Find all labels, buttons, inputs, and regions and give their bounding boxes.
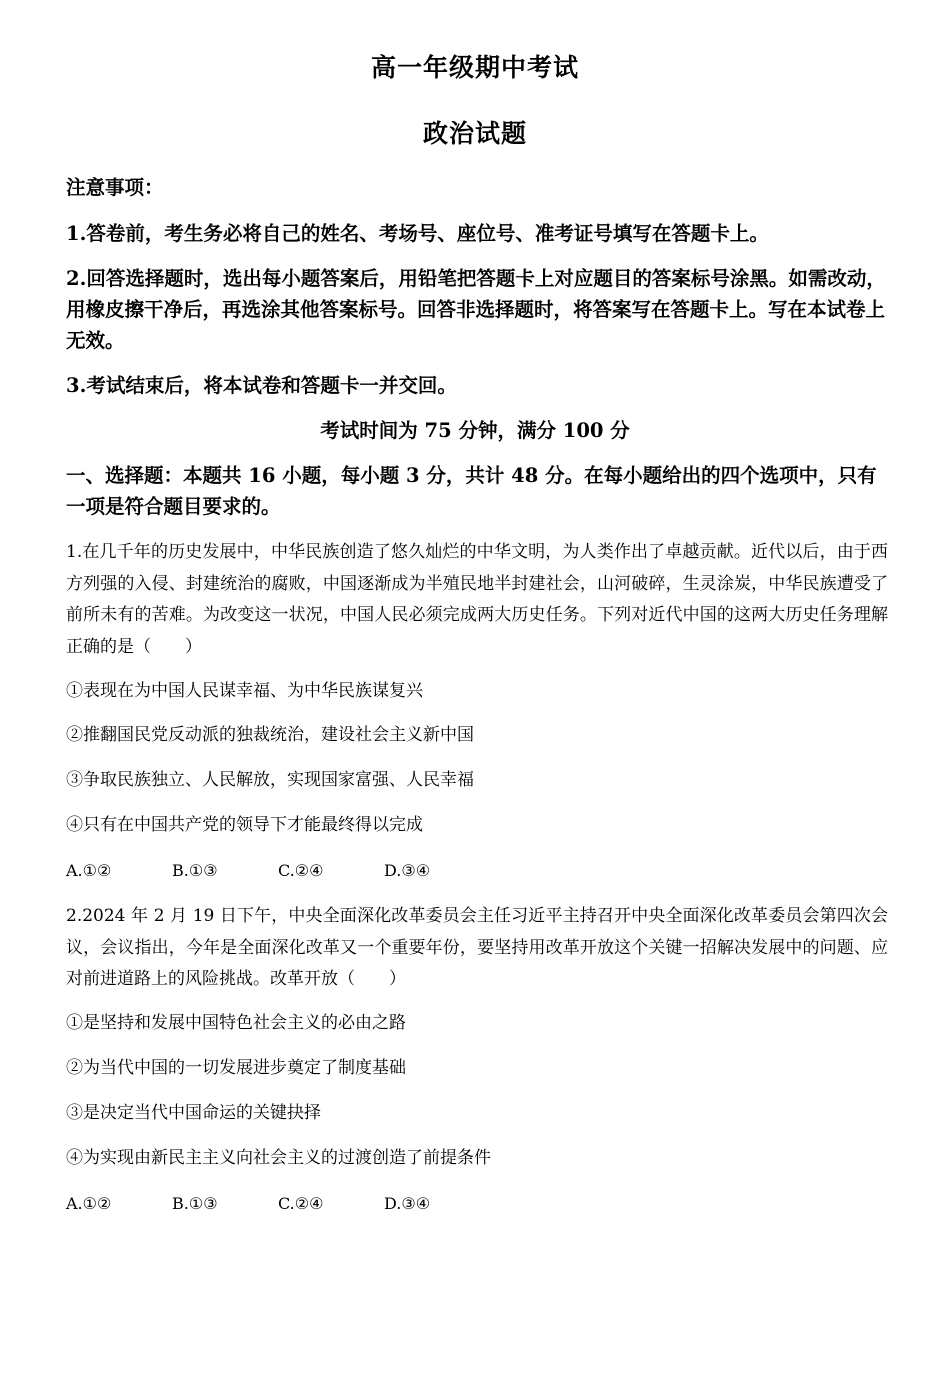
question-1-option-c[interactable]: C.②④ bbox=[278, 861, 324, 880]
question-2-options bbox=[66, 1194, 490, 1213]
question-2-statement-4: ④为实现由新民主主义向社会主义的过渡创造了前提条件 bbox=[66, 1148, 491, 1168]
question-2-stem: 2.2024 年 2 月 19 日下午，中央全面深化改革委员会主任习近平主持召开中央全面深化改革委员会第四次会议，会议指出，今年是全面深化改革又一个重要年份，要坚持用改革开放这个关键一招解决发展中的问题、应对前进道路上的风险挑战。改革开放（ ） bbox=[66, 906, 888, 989]
question-1-stem: 1.在几千年的历史发展中，中华民族创造了悠久灿烂的中华文明，为人类作出了卓越贡献。近代以后，由于西方列强的入侵、封建统治的腐败，中国逐渐成为半殖民地半封建社会，山河破碎，生灵涂炭，中华民族遭受了前所未有的苦难。为改变这一状况，中国人民必须完成两大历史任务。下列对近代中国的这两大历史任务理解正确的是（ ） bbox=[66, 542, 888, 657]
question-1-statement-4: ④只有在中国共产党的领导下才能最终得以完成 bbox=[66, 815, 423, 835]
question-2-statement-2: ②为当代中国的一切发展进步奠定了制度基础 bbox=[66, 1058, 406, 1078]
question-1-option-b[interactable]: B.①③ bbox=[172, 861, 218, 880]
exam-title: 高一年级期中考试 bbox=[370, 53, 579, 82]
question-1-options bbox=[66, 861, 490, 880]
question-2-statement-1: ①是坚持和发展中国特色社会主义的必由之路 bbox=[66, 1013, 406, 1033]
note-item-3: 3.考试结束后，将本试卷和答题卡一并交回。 bbox=[66, 374, 457, 397]
question-2-option-c[interactable]: C.②④ bbox=[278, 1194, 324, 1213]
question-2-option-d[interactable]: D.③④ bbox=[384, 1194, 431, 1213]
section-heading: 一、选择题：本题共 16 小题，每小题 3 分，共计 48 分。在每小题给出的四个选项中，只有一项是符合题目要求的。 bbox=[66, 464, 877, 518]
question-2-statement-3: ③是决定当代中国命运的关键抉择 bbox=[66, 1103, 321, 1123]
exam-time: 考试时间为 75 分钟，满分 100 分 bbox=[320, 419, 630, 442]
note-item-1: 1.答卷前，考生务必将自己的姓名、考场号、座位号、准考证号填写在答题卡上。 bbox=[66, 222, 769, 245]
question-2-option-a[interactable]: A.①② bbox=[66, 1194, 112, 1213]
question-1-statement-3: ③争取民族独立、人民解放，实现国家富强、人民幸福 bbox=[66, 770, 474, 790]
question-1-statement-2: ②推翻国民党反动派的独裁统治，建设社会主义新中国 bbox=[66, 725, 474, 745]
note-item-2: 2.回答选择题时，选出每小题答案后，用铅笔把答题卡上对应题目的答案标号涂黑。如需改动，用橡皮擦干净后，再选涂其他答案标号。回答非选择题时，将答案写在答题卡上。写在本试卷上无效。 bbox=[66, 267, 886, 352]
question-1-option-d[interactable]: D.③④ bbox=[384, 861, 431, 880]
exam-subtitle: 政治试题 bbox=[422, 119, 527, 148]
question-1-statement-1: ①表现在为中国人民谋幸福、为中华民族谋复兴 bbox=[66, 681, 423, 701]
question-1-option-a[interactable]: A.①② bbox=[66, 861, 112, 880]
question-2-option-b[interactable]: B.①③ bbox=[172, 1194, 218, 1213]
notes-heading: 注意事项： bbox=[66, 176, 164, 199]
